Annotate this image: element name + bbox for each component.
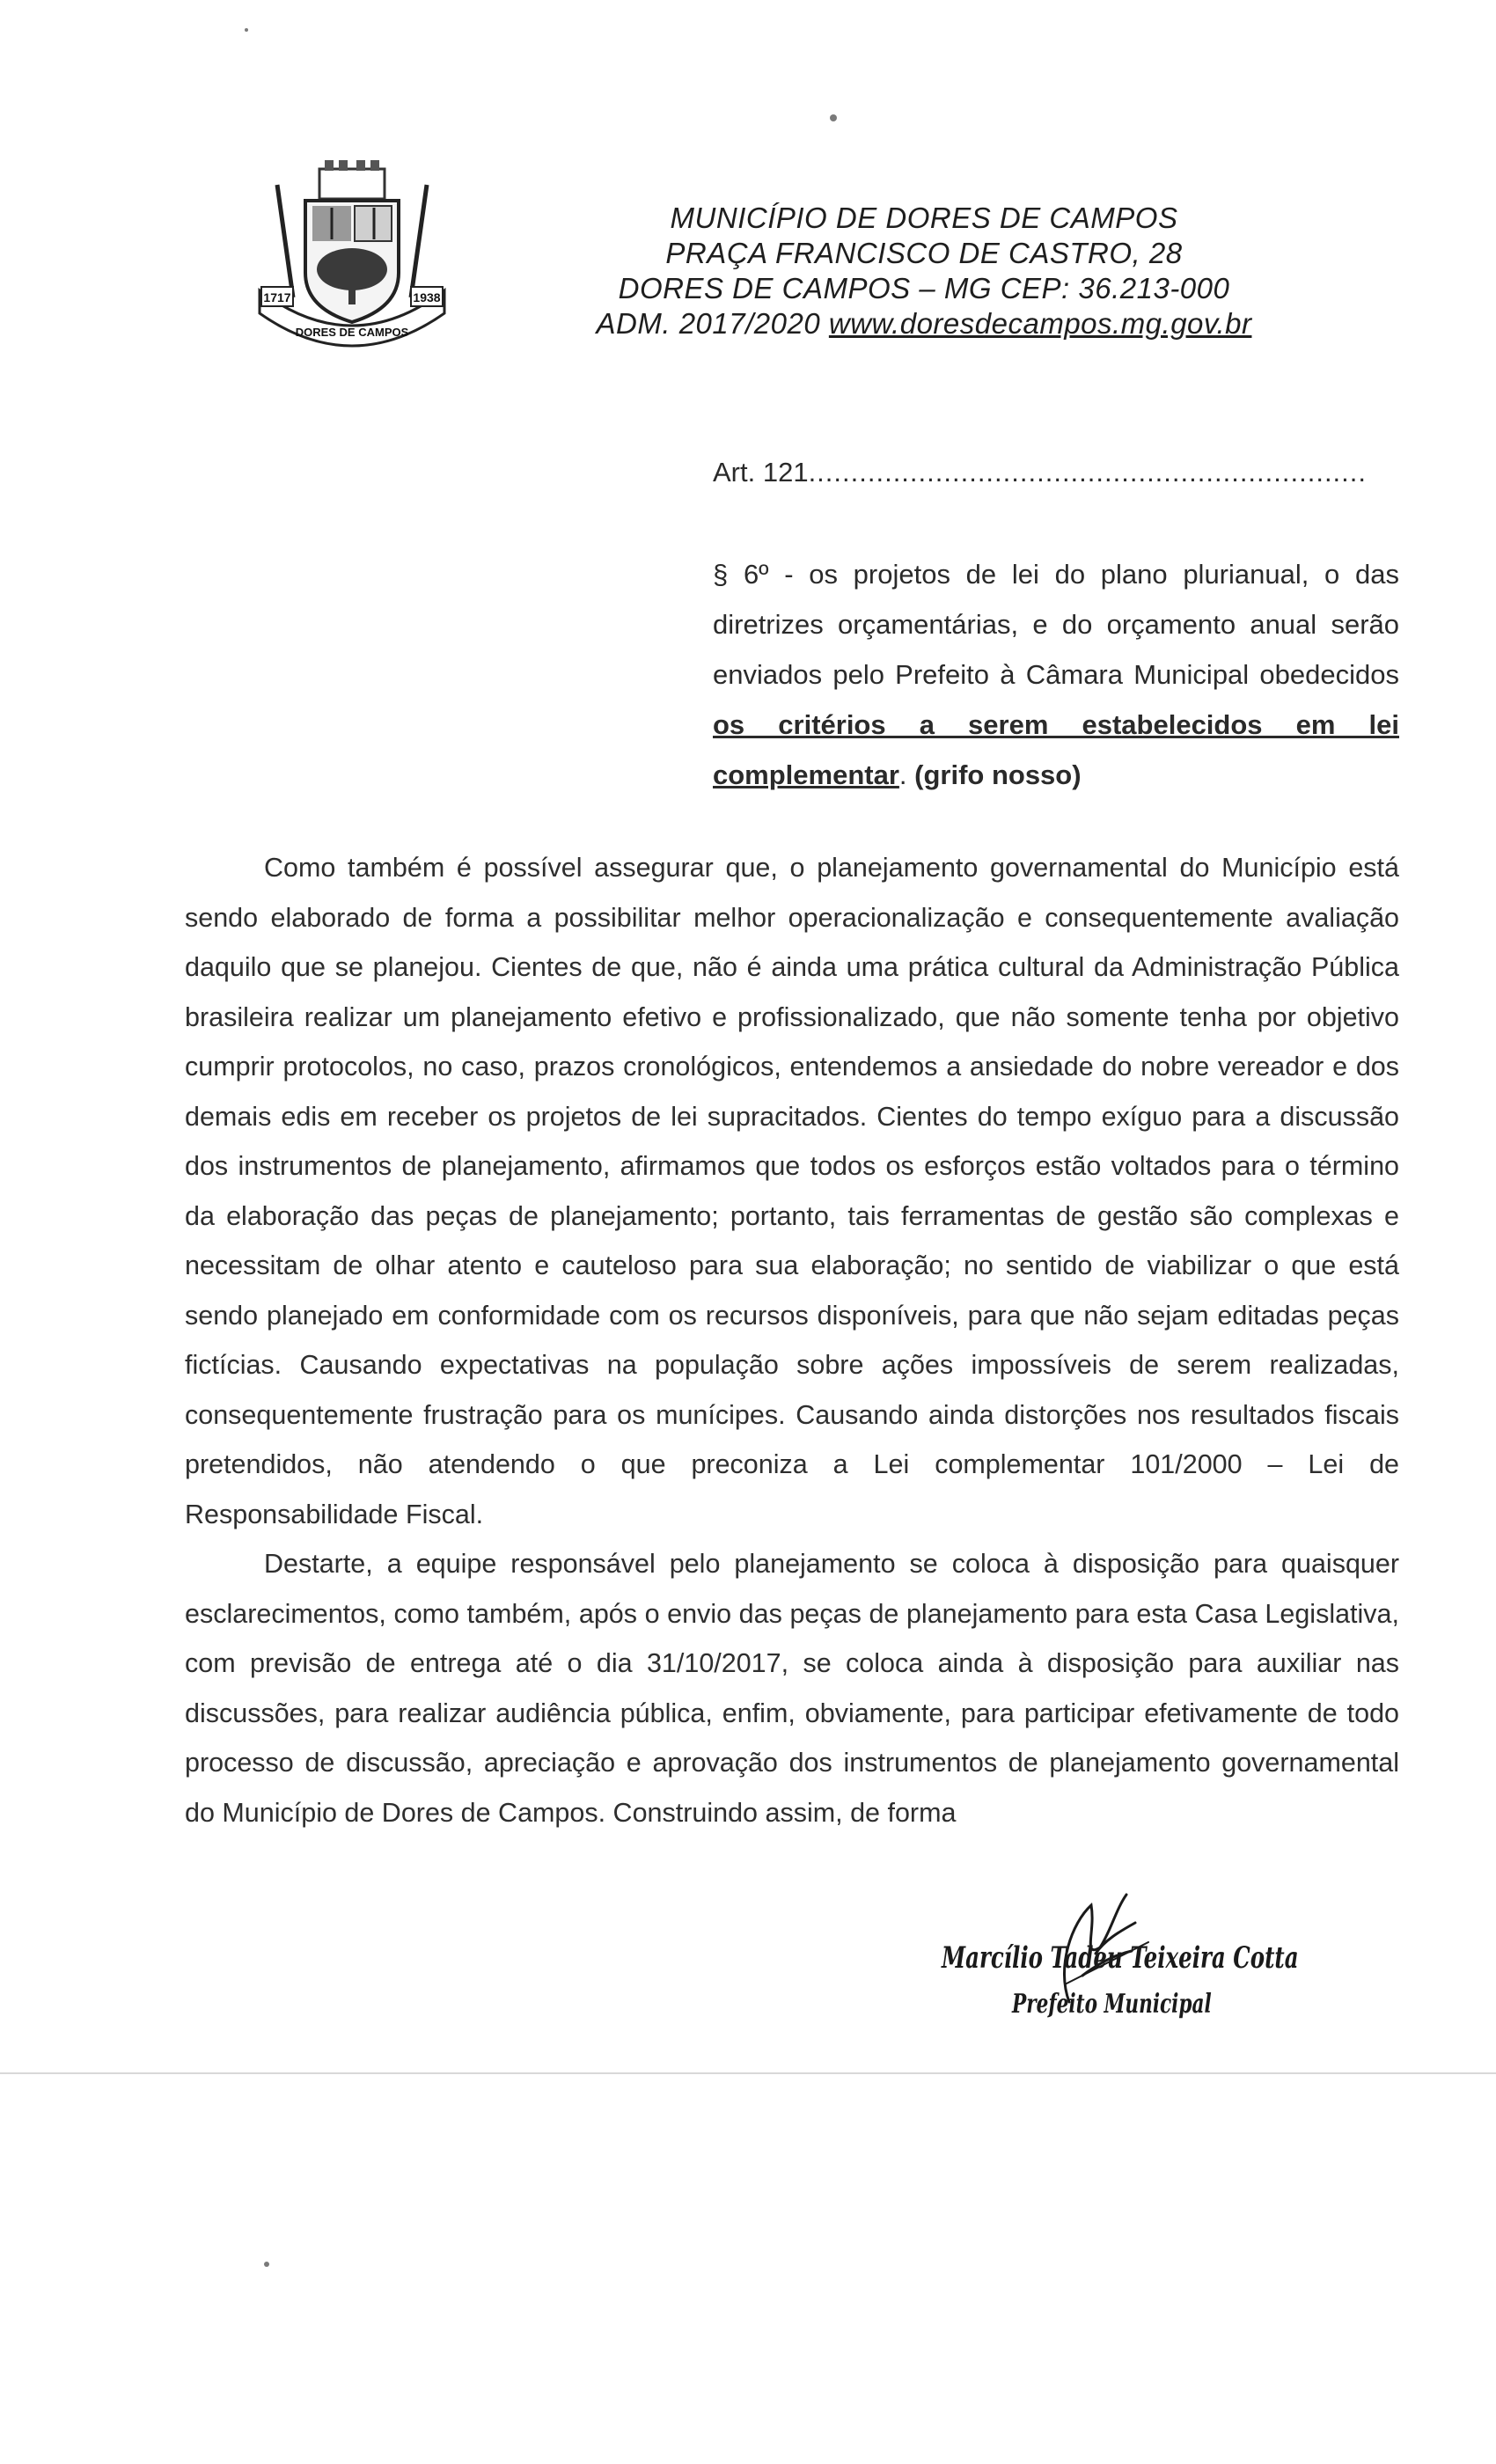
quote-grifo: (grifo nosso) bbox=[914, 759, 1082, 790]
admin-line bbox=[528, 306, 1320, 341]
article-dots: .................................................................. bbox=[808, 457, 1368, 488]
body-paragraph: Destarte, a equipe responsável pelo planejamento se coloca à disposição para quaisquer esclarecimentos, como também, após o envio das peças de planejamento para esta Casa Legislativa, com previsão de entrega até o dia 31/10/2017, se coloca ainda à disposição para auxiliar nas discussões, para realizar audiência pública, enfim, obviamente, para participar efetivamente de todo processo de discussão, apreciação e aprovação dos instrumentos de planejamento governamental do Município de Dores de Campos. Construindo assim, de forma bbox=[185, 1549, 1399, 1828]
quote-emphasis: os critérios a serem estabelecidos em lei complementar bbox=[713, 709, 1399, 790]
letter-body bbox=[185, 843, 1399, 1837]
crest-motto: DORES DE CAMPOS bbox=[295, 326, 409, 339]
scan-speck bbox=[245, 28, 248, 32]
website-link[interactable]: www.doresdecampos.mg.gov.br bbox=[828, 307, 1252, 340]
article-reference bbox=[713, 455, 1399, 490]
city-line: DORES DE CAMPOS – MG CEP: 36.213-000 bbox=[618, 272, 1230, 304]
article-label: Art. 121 bbox=[713, 457, 809, 488]
letterhead bbox=[528, 201, 1320, 341]
address-line: PRAÇA FRANCISCO DE CASTRO, 28 bbox=[665, 237, 1183, 269]
body-paragraph: Como também é possível assegurar que, o planejamento governamental do Município está sendo elaborado de forma a possibilitar melhor operacionalização e consequentemente avaliação daquilo que se planejou. Cientes de que, não é ainda uma prática cultural da Administração Pública brasileira realizar um planejamento efetivo e profissionalizado, que não somente tenha por objetivo cumprir protocolos, no caso, prazos cronológicos, entendemos a ansiedade do nobre vereador e dos demais edis em receber os projetos de lei supracitados. Cientes do tempo exíguo para a discussão dos instrumentos de planejamento, afirmamos que todos os esforços estão voltados para o término da elaboração das peças de planejamento; portanto, tais ferramentas de gestão são complexas e necessitam de olhar atento e cauteloso para sua elaboração; no sentido de viabilizar o que está sendo planejado em conformidade com os recursos disponíveis, para que não sejam editadas peças fictícias. Causando expectativas na população sobre ações impossíveis de serem realizadas, consequentemente frustração para os munícipes. Causando ainda distorções nos resultados fiscais pretendidos, não atendendo o que preconiza a Lei complementar 101/2000 – Lei de Responsabilidade Fiscal. bbox=[185, 853, 1399, 1529]
scan-speck bbox=[264, 2262, 269, 2267]
quote-trail: . bbox=[898, 759, 915, 790]
crest-year-right: 1938 bbox=[413, 290, 441, 304]
signature-block bbox=[915, 1870, 1299, 2037]
scan-speck bbox=[830, 114, 837, 121]
municipal-crest bbox=[251, 150, 453, 352]
signatory-title: Prefeito Municipal bbox=[1012, 1989, 1212, 2020]
quote-lead: § 6º - os projetos de lei do plano plurianual, o das diretrizes orçamentárias, e do orçamento anual serão enviados pelo Prefeito à Câmara Municipal obedecidos bbox=[713, 559, 1399, 690]
scan-edge-line bbox=[0, 2072, 1496, 2074]
admin-term: ADM. 2017/2020 bbox=[596, 307, 821, 340]
quoted-paragraph bbox=[713, 549, 1399, 800]
signatory-name: Marcílio Tadeu Teixeira Cotta bbox=[942, 1940, 1299, 1976]
crest-emblem-icon bbox=[251, 150, 453, 352]
municipality-name: MUNICÍPIO DE DORES DE CAMPOS bbox=[670, 202, 1178, 234]
crest-year-left: 1717 bbox=[263, 290, 291, 304]
